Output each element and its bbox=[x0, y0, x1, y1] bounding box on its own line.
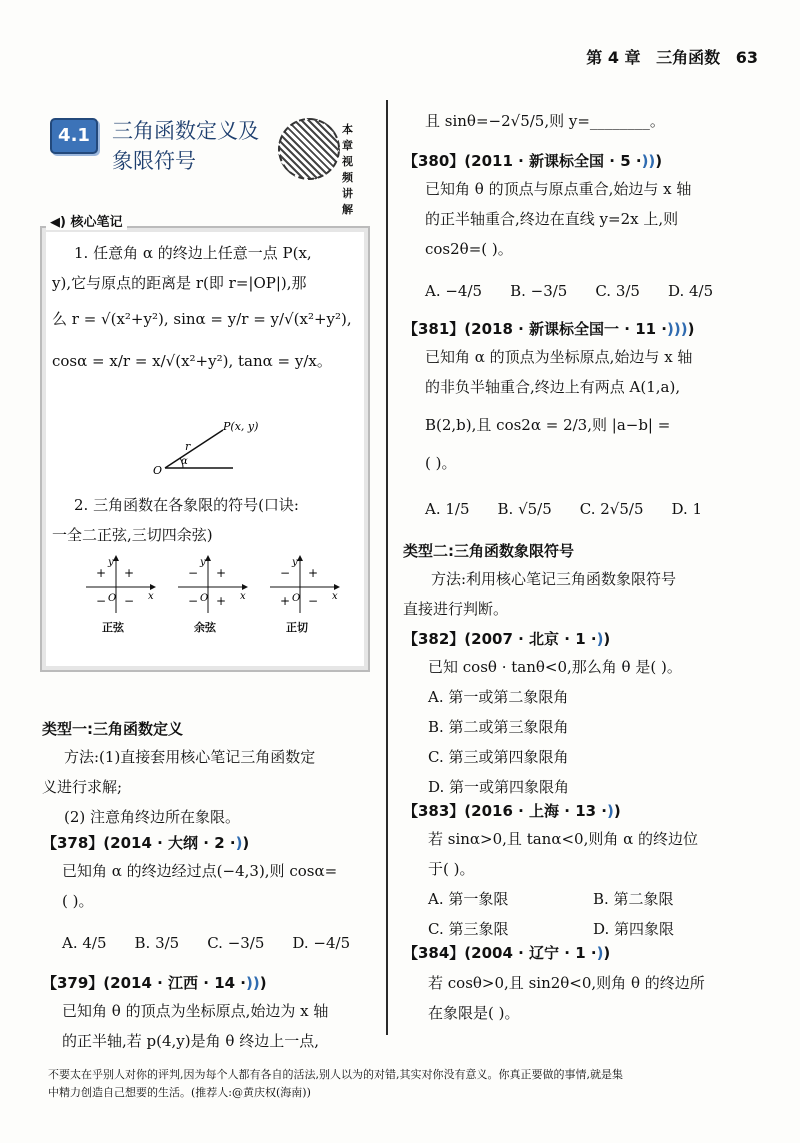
q379-continued: 且 sinθ=−2√5/5,则 y=________。 bbox=[425, 112, 665, 130]
type1-title: 类型一:三角函数定义 bbox=[42, 720, 183, 738]
quadrant-chart-3: O y x − + + − 正切 bbox=[266, 555, 346, 635]
q381-body: 已知角 α 的顶点为坐标原点,始边与 x 轴 的非负半轴重合,终边上有两点 A(1,a), B(2,b),且 cos2α = 2/3,则 |a−b| = ( )。 bbox=[425, 348, 693, 472]
page-header bbox=[576, 45, 758, 68]
q383-body: 若 sinα>0,且 tanα<0,则角 α 的终边位 于( )。 A. 第一象限 B. 第二象限 C. 第三象限 D. 第四象限 bbox=[428, 830, 699, 938]
option-d: D. −4/5 bbox=[292, 934, 351, 952]
svg-text:x: x bbox=[148, 591, 154, 602]
option-a: A. 4/5 bbox=[62, 934, 107, 952]
svg-text:y: y bbox=[200, 557, 206, 568]
chapter-label: 第 4 章 bbox=[586, 48, 641, 67]
svg-text:−: − bbox=[124, 594, 135, 608]
qr-code-icon[interactable] bbox=[278, 118, 340, 180]
svg-text:−: − bbox=[280, 566, 291, 580]
difficulty-moon-icon: ) bbox=[235, 834, 243, 852]
option-c: C. −3/5 bbox=[207, 934, 265, 952]
q382-body: 已知 cosθ · tanθ<0,那么角 θ 是( )。 A. 第一或第二象限角 B. 第二或第三象限角 C. 第三或第四象限角 D. 第一或第四象限角 bbox=[428, 658, 682, 796]
note-paragraph-1: 1. 任意角 α 的终边上任意一点 P(x, y),它与原点的距离是 r(即 r=|OP|),那 么 r = √(x²+y²), sinα = y/r = y/√(x²+y²), cosα = x/r = x/√(x²+y²), tanα = y/x。 bbox=[52, 244, 352, 370]
option-c: C. 3/5 bbox=[595, 282, 640, 300]
page-footer-quote: 不要太在乎别人对你的评判,因为每个人都有各自的活法,别人以为的对错,其实对你没有意义。你真正要做的事情,就是集 中精力创造自己想要的生活。(推荐人:@黄庆权(海南)) bbox=[48, 1068, 623, 1099]
q380-heading: 【380】(2011 · 新课标全国 · 5 ·))) bbox=[403, 152, 663, 170]
svg-text:+: + bbox=[280, 594, 291, 608]
q381-options bbox=[425, 494, 775, 524]
difficulty-moon-icon: ) bbox=[596, 630, 604, 648]
r-label: r bbox=[185, 440, 191, 453]
section-badge: 4.1 bbox=[50, 118, 98, 154]
option-b: B. −3/5 bbox=[510, 282, 568, 300]
option-b: B. 3/5 bbox=[134, 934, 180, 952]
option-a: A. 1/5 bbox=[425, 500, 470, 518]
svg-text:y: y bbox=[108, 557, 114, 568]
svg-text:+: + bbox=[216, 566, 227, 580]
svg-text:+: + bbox=[96, 566, 107, 580]
svg-text:−: − bbox=[96, 594, 107, 608]
q379-heading: 【379】(2014 · 江西 · 14 ·))) bbox=[42, 974, 267, 992]
quadrant-charts bbox=[82, 555, 342, 635]
type2-title: 类型二:三角函数象限符号 bbox=[403, 542, 574, 560]
alpha-label: α bbox=[181, 456, 188, 467]
svg-text:O: O bbox=[200, 593, 209, 604]
q378-heading: 【378】(2014 · 大纲 · 2 ·)) bbox=[42, 834, 250, 852]
difficulty-moon-icon: ) bbox=[596, 944, 604, 962]
q380-body: 已知角 θ 的顶点与原点重合,始边与 x 轴 的正半轴重合,终边在直线 y=2x 上,则 cos2θ=( )。 bbox=[425, 180, 692, 258]
option-c: C. 2√5/5 bbox=[579, 500, 644, 518]
q378-options bbox=[62, 928, 382, 958]
quadrant-chart-1: O y x + + − − 正弦 bbox=[82, 555, 162, 635]
svg-text:−: − bbox=[188, 594, 199, 608]
quadrant-chart-2: O y x − + − + 余弦 bbox=[174, 555, 254, 635]
point-label: P(x, y) bbox=[223, 420, 259, 433]
svg-text:−: − bbox=[188, 566, 199, 580]
video-label: 本章视频讲解 bbox=[342, 123, 353, 216]
svg-text:+: + bbox=[216, 594, 227, 608]
difficulty-moon-icon: )) bbox=[641, 152, 656, 170]
svg-text:x: x bbox=[332, 591, 338, 602]
page-number: 63 bbox=[735, 48, 758, 67]
method1: 方法:(1)直接套用核心笔记三角函数定 义进行求解; (2) 注意角终边所在象限。 bbox=[42, 748, 316, 826]
svg-text:y: y bbox=[292, 557, 298, 568]
chapter-title: 三角函数 bbox=[656, 48, 721, 67]
option-b: B. √5/5 bbox=[497, 500, 552, 518]
svg-text:+: + bbox=[308, 566, 319, 580]
note-paragraph-2: 2. 三角函数在各象限的符号(口诀: 一全二正弦,三切四余弦) bbox=[52, 496, 299, 544]
q380-options bbox=[425, 276, 775, 306]
q383-heading: 【383】(2016 · 上海 · 13 ·)) bbox=[403, 802, 621, 820]
q379-body: 已知角 θ 的顶点为坐标原点,始边为 x 轴 的正半轴,若 p(4,y)是角 θ 终边上一点, bbox=[62, 1002, 329, 1050]
svg-text:O: O bbox=[292, 593, 301, 604]
difficulty-moon-icon: ))) bbox=[667, 320, 688, 338]
section-title: 三角函数定义及 象限符号 bbox=[112, 119, 259, 173]
q384-body: 若 cosθ>0,且 sin2θ<0,则角 θ 的终边所 在象限是( )。 bbox=[428, 974, 705, 1022]
svg-text:−: − bbox=[308, 594, 319, 608]
core-note-title: ◀) 核心笔记 bbox=[46, 211, 127, 230]
speaker-icon: ◀) bbox=[50, 215, 66, 230]
column-divider bbox=[386, 100, 388, 1035]
svg-text:+: + bbox=[124, 566, 135, 580]
difficulty-moon-icon: )) bbox=[246, 974, 260, 992]
option-a: A. −4/5 bbox=[425, 282, 483, 300]
origin-label: O bbox=[153, 464, 163, 477]
q384-heading: 【384】(2004 · 辽宁 · 1 ·)) bbox=[403, 944, 611, 962]
svg-text:O: O bbox=[108, 593, 117, 604]
svg-text:x: x bbox=[240, 591, 246, 602]
angle-figure bbox=[145, 420, 285, 480]
option-d: D. 1 bbox=[671, 500, 703, 518]
q381-heading: 【381】(2018 · 新课标全国一 · 11 ·)))) bbox=[403, 320, 695, 338]
method2: 方法:利用核心笔记三角函数象限符号 直接进行判断。 bbox=[403, 570, 677, 618]
option-d: D. 4/5 bbox=[667, 282, 714, 300]
difficulty-moon-icon: ) bbox=[607, 802, 614, 820]
q382-heading: 【382】(2007 · 北京 · 1 ·)) bbox=[403, 630, 611, 648]
q378-body: 已知角 α 的终边经过点(−4,3),则 cosα= ( )。 bbox=[62, 862, 338, 910]
